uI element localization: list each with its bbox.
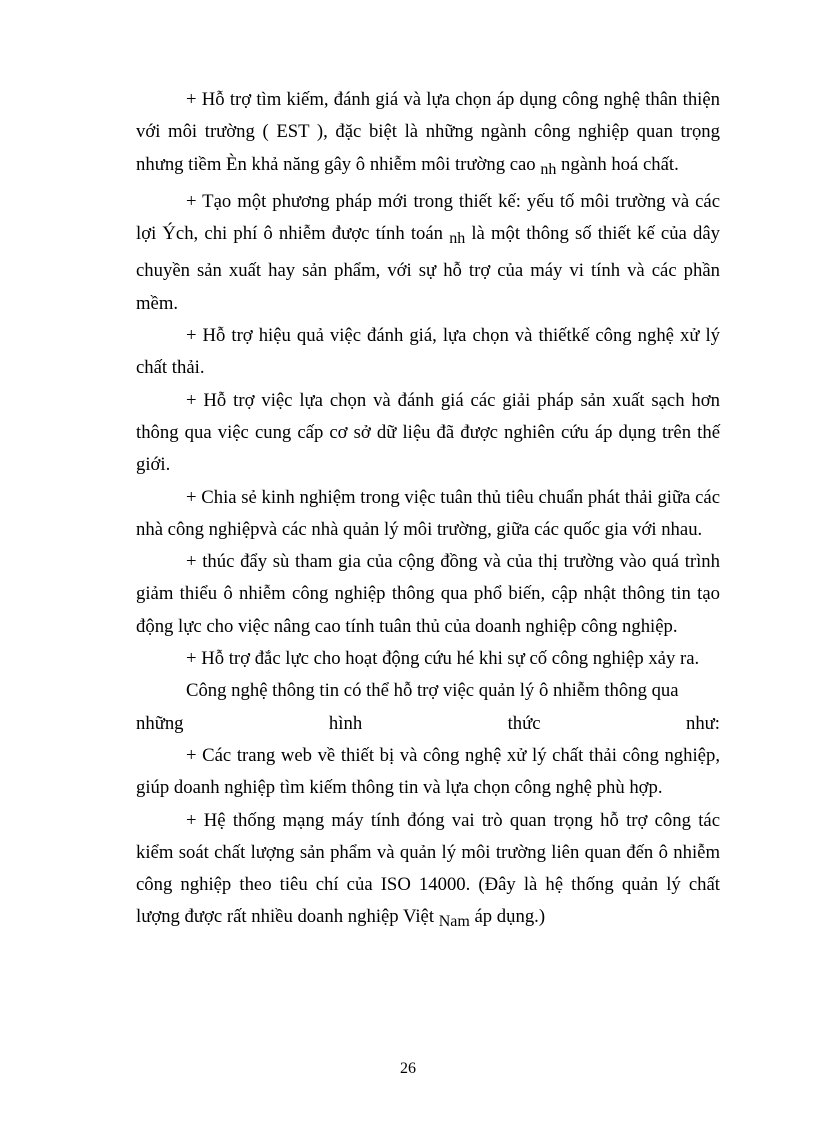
document-page	[136, 84, 720, 939]
paragraph-experience-sharing: + Chia sẻ kinh nghiệm trong việc tuân thủ tiêu chuẩn phát thải giữa các nhà công nghiệpvà các nhà quản lý môi trường, giữa các quốc gia với nhau.	[136, 486, 720, 540]
paragraph-design-method	[136, 186, 720, 320]
paragraph-text: + Hệ thống mạng máy tính đóng vai trò quan trọng hỗ trợ công tác kiểm soát chất lượng sản phẩm và quản lý môi trường liên quan đến ô nhiễm công nghiệp theo tiêu chí của ISO 14000. (Đây là hệ thống quản lý chất lượng được rất nhiều doanh nghiệp Việt	[136, 809, 720, 928]
paragraph-text: + Hỗ trợ tìm kiếm, đánh giá và lựa chọn áp dụng công nghệ thân thiện với môi trường ( EST ), đặc biệt là những ngành công nghiệp quan trọng nhưng tiềm Èn khả năng gây ô nhiễm môi trường cao	[136, 89, 720, 175]
paragraph-cleaner-production: + Hỗ trợ việc lựa chọn và đánh giá các giải pháp sản xuất sạch hơn thông qua việc cung cấp cơ sở dữ liệu đã được nghiên cứu áp dụng trên thế giới.	[136, 389, 720, 476]
paragraph-subscript: nh	[540, 160, 557, 178]
paragraph-subscript: nh	[449, 230, 466, 248]
paragraph-waste-treatment: + Hỗ trợ hiệu quả việc đánh giá, lựa chọn và thiếtkế công nghệ xử lý chất thải.	[136, 325, 720, 379]
paragraph-community-participation: + thúc đẩy sù tham gia của cộng đồng và của thị trường vào quá trình giảm thiểu ô nhiễm công nghiệp thông qua phổ biến, cập nhật thông tin tạo động lực cho việc nâng cao tính tuân thủ của doanh nghiệp công nghiệp.	[136, 551, 720, 637]
paragraph-tail: áp dụng.)	[469, 906, 546, 928]
paragraph-tail: là một thông số thiết kế của dây chuyền sản xuất hay sản phẩm, với sự hỗ trợ của máy vi tính và các phần mềm.	[136, 223, 720, 314]
paragraph-websites: + Các trang web về thiết bị và công nghệ xử lý chất thải công nghiệp, giúp doanh nghiệp tìm kiếm thông tin và lựa chọn công nghệ phù hợp.	[136, 744, 720, 799]
page-number: 26	[400, 1060, 416, 1077]
paragraph-tail: ngành hoá chất.	[556, 153, 679, 175]
paragraph-subscript: Nam	[438, 913, 470, 931]
paragraph-text: + Tạo một phương pháp mới trong thiết kế: yếu tố môi trường và các lợi Ých, chi phí ô nhiễm được tính toán	[136, 190, 720, 245]
paragraph-forms-line: những hình thức như:	[136, 712, 720, 734]
paragraph-incident-response: + Hỗ trợ đắc lực cho hoạt động cứu hé khi sự cố công nghiệp xảy ra.	[186, 648, 700, 670]
paragraph-it-support-intro: Công nghệ thông tin có thể hỗ trợ việc quản lý ô nhiễm thông qua	[186, 680, 679, 702]
paragraph-est-support	[136, 84, 720, 186]
paragraph-computer-network	[136, 805, 720, 939]
